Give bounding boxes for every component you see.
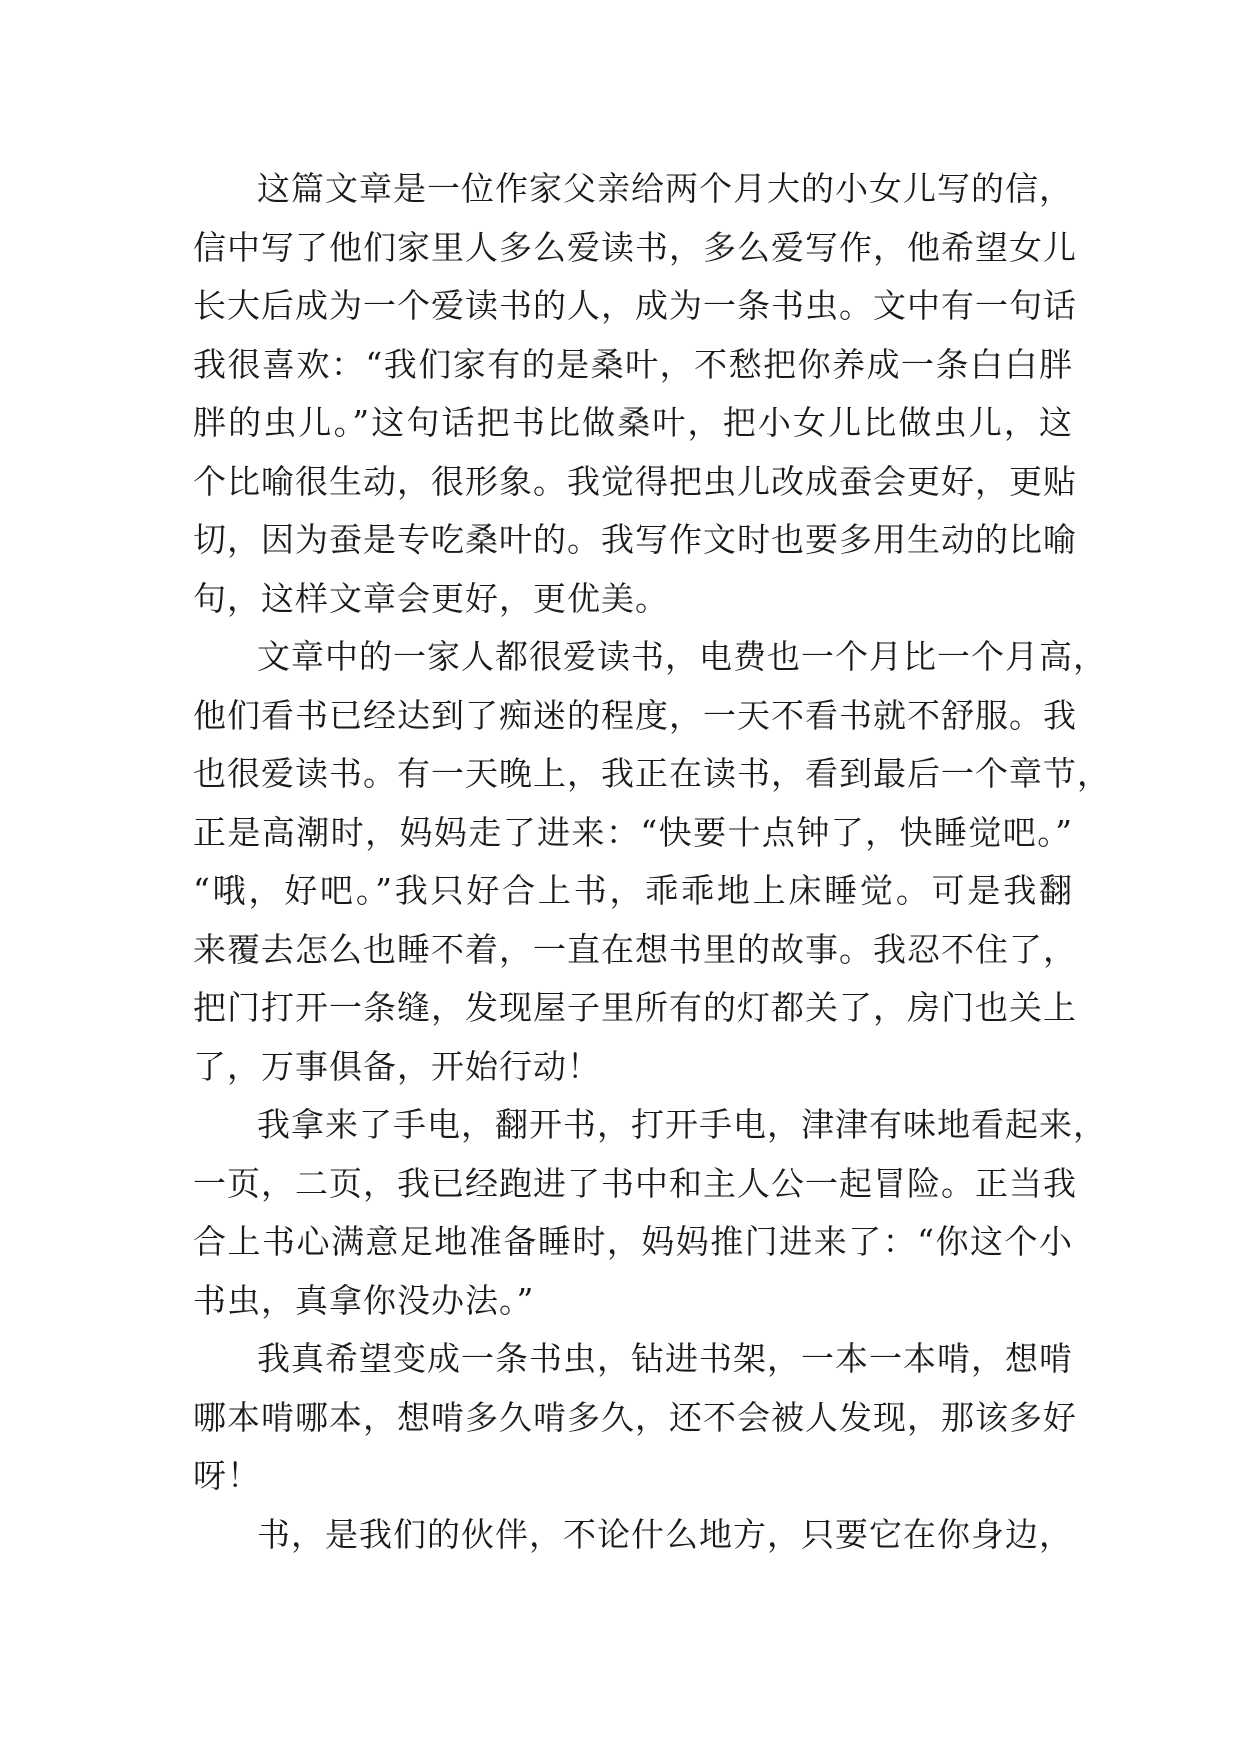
text-line: 长大后成为一个爱读书的人，成为一条书虫。文中有一句话 (193, 286, 1077, 325)
text-line: 书虫，真拿你没办法。” (193, 1280, 535, 1320)
text-line: 切，因为蚕是专吃桑叶的。我写作文时也要多用生动的比喻 (193, 520, 1077, 559)
text-line: “哦，好吧。”我只好合上书，乖乖地上床睡觉。可是我翻 (193, 871, 1073, 910)
text-line: 正是高潮时，妈妈走了进来：“快要十点钟了，快睡觉吧。” (193, 812, 1073, 852)
text-line: 了，万事俱备，开始行动！ (193, 1046, 601, 1086)
text-line: 这篇文章是一位作家父亲给两个月大的小女儿写的信， (257, 169, 1073, 208)
text-line: 个比喻很生动，很形象。我觉得把虫儿改成蚕会更好，更贴 (193, 461, 1077, 501)
text-line: 呀！ (193, 1456, 261, 1495)
text-line: 合上书心满意足地准备睡时，妈妈推门进来了：“你这个小 (193, 1222, 1073, 1261)
text-line: 信中写了他们家里人多么爱读书，多么爱写作，他希望女儿 (193, 227, 1077, 267)
text-line: 也很爱读书。有一天晚上，我正在读书，看到最后一个章节， (193, 754, 1111, 793)
text-line: 胖的虫儿。”这句话把书比做桑叶，把小女儿比做虫儿，这 (193, 403, 1073, 442)
text-line: 他们看书已经达到了痴迷的程度，一天不看书就不舒服。我 (193, 695, 1077, 735)
text-line: 哪本啃哪本，想啃多久啃多久，还不会被人发现，那该多好 (193, 1397, 1077, 1437)
text-line: 句，这样文章会更好，更优美。 (193, 578, 669, 618)
text-line: 来覆去怎么也睡不着，一直在想书里的故事。我忍不住了， (193, 929, 1077, 969)
text-line: 我拿来了手电，翻开书，打开手电，津津有味地看起来， (257, 1105, 1107, 1144)
text-line: 我很喜欢：“我们家有的是桑叶，不愁把你养成一条白白胖 (193, 344, 1073, 384)
body-text (193, 160, 1111, 1564)
text-line: 我真希望变成一条书虫，钻进书架，一本一本啃，想啃 (257, 1339, 1073, 1378)
text-line: 文章中的一家人都很爱读书，电费也一个月比一个月高， (257, 637, 1107, 676)
text-line: 书，是我们的伙伴，不论什么地方，只要它在你身边， (257, 1514, 1073, 1554)
text-line: 一页，二页，我已经跑进了书中和主人公一起冒险。正当我 (193, 1163, 1077, 1203)
text-line: 把门打开一条缝，发现屋子里所有的灯都关了，房门也关上 (193, 988, 1077, 1027)
